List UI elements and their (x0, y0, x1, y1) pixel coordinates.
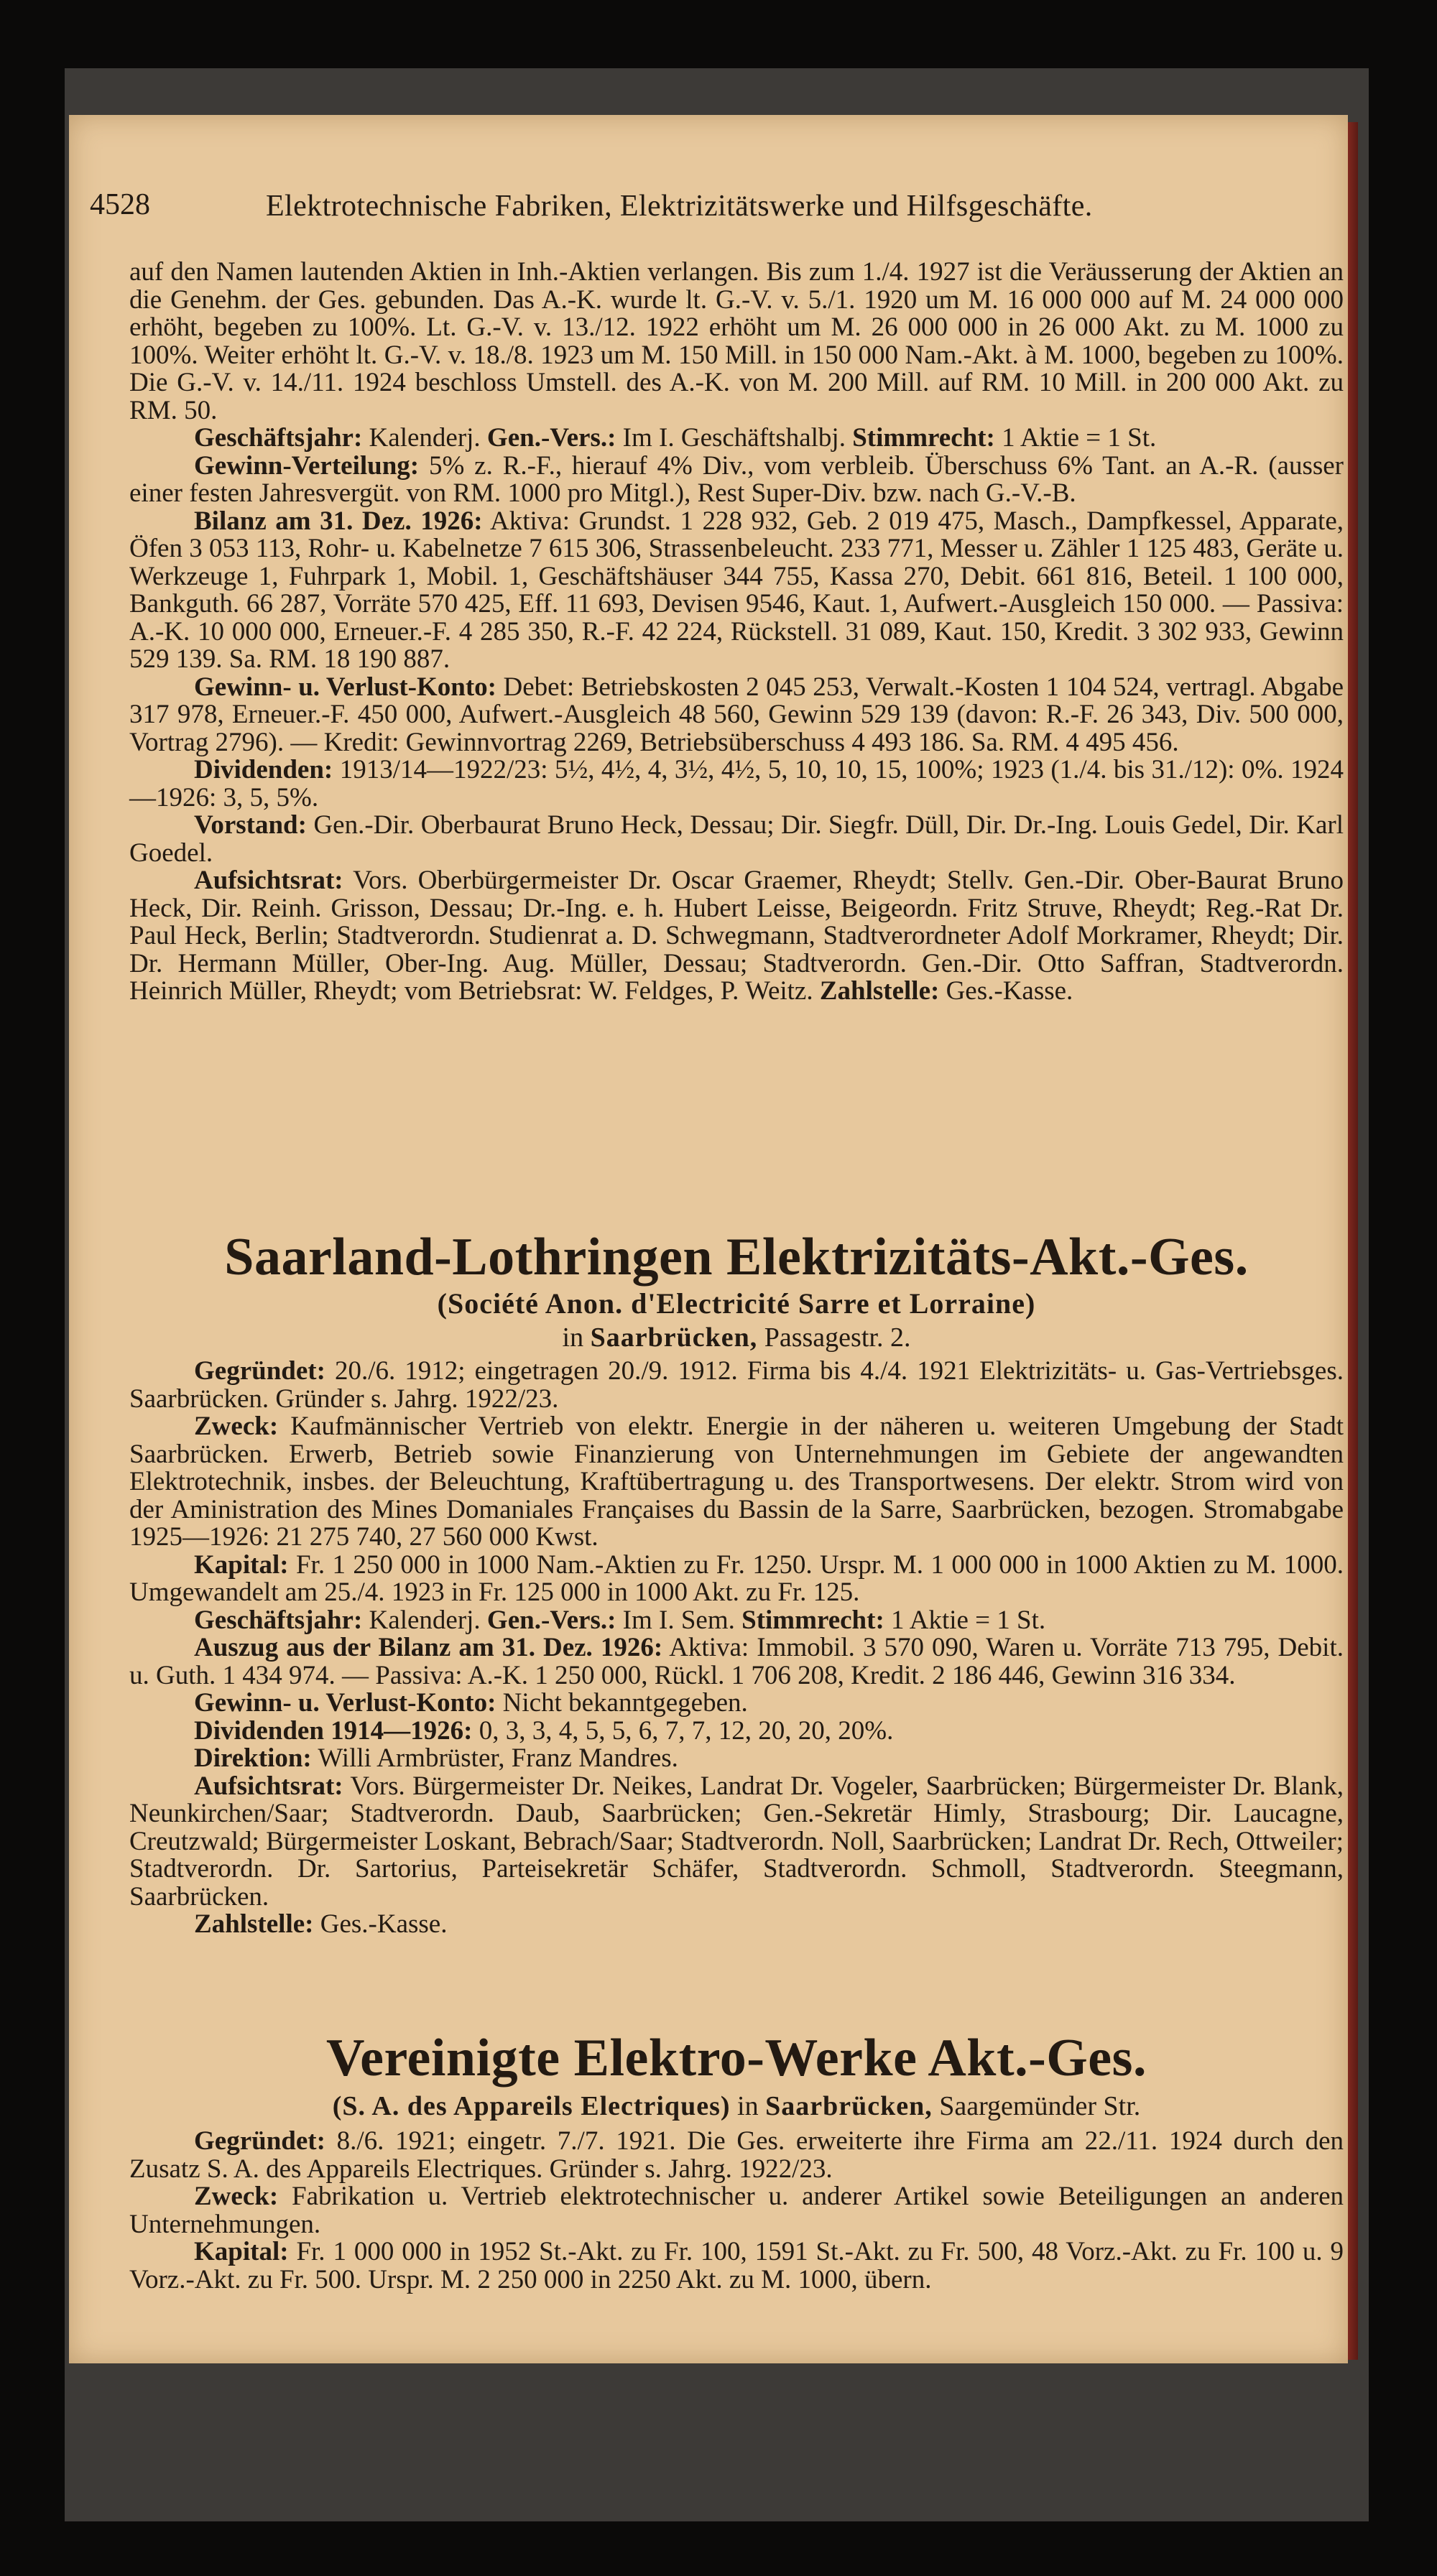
company-location: in Saarbrücken, Passagestr. 2. (562, 1322, 911, 1353)
label: Zweck: (194, 1412, 279, 1441)
label: Zweck: (194, 2182, 279, 2211)
aufsichtsrat-entry: Aufsichtsrat: Vors. Oberbürgermeister Dr. Oscar Graemer, Rheydt; Stellv. Gen.-Dir. Ober-Baurat Bruno Heck, Dir. Reinh. Grisson, Dessau; Dr.-Ing. e. h. Hubert Leisse, Beigeordn. Fritz Struve, Rheydt; Reg.-Rat Dr. Paul Heck, Berlin; Stadtverordn. Studienrat a. D. Schwegmann, Stadtverordneter Adolf Morkramer, Rheydt; Dir. Dr. Hermann Müller, Ober-Ing. Aug. Müller, Dessau; Stadtverordn. Gen.-Dir. Otto Saffran, Stadtverordn. Heinrich Müller, Rheydt; vom Betriebsrat: W. Feldges, P. Weitz. Zahlstelle: Ges.-Kasse. (129, 866, 1344, 1006)
label: Stimmrecht: (852, 423, 995, 453)
zahlstelle-entry: Zahlstelle: Ges.-Kasse. (194, 1909, 448, 1939)
label: Kapital: (194, 2237, 289, 2266)
zweck-entry: Zweck: Fabrikation u. Vertrieb elektrotechnischer u. anderer Artikel sowie Beteiligungen an anderen Unternehmungen. (129, 2182, 1344, 2239)
gegruendet-entry: Gegründet: 20./6. 1912; eingetragen 20./9. 1912. Firma bis 4./4. 1921 Elektrizitäts- u. Gas-Vertriebsges. Saarbrücken. Gründer s. Jahrg. 1922/23. (129, 1356, 1344, 1414)
section-continuation (129, 259, 1344, 1006)
label: Gen.-Vers.: (486, 1605, 616, 1635)
label: Zahlstelle: (819, 976, 940, 1006)
kapital-entry: Kapital: Fr. 1 250 000 in 1000 Nam.-Aktien zu Fr. 1250. Urspr. M. 1 000 000 in 1000 Aktien zu M. 1000. Umgewandelt am 25./4. 1923 in Fr. 125 000 in 1000 Akt. zu Fr. 125. (129, 1549, 1344, 1607)
label: Aufsichtsrat: (194, 1771, 343, 1801)
geschaeftsjahr-entry: Geschäftsjahr: Kalenderj. Gen.-Vers.: Im I. Sem. Stimmrecht: 1 Aktie = 1 St. (194, 1605, 1046, 1635)
page-number: 4528 (90, 188, 150, 221)
label: Bilanz am 31. Dez. 1926: (194, 506, 483, 536)
gegruendet-entry: Gegründet: 8./6. 1921; eingetr. 7./7. 1921. Die Ges. erweiterte ihre Firma am 22./11. 1924 durch den Zusatz S. A. des Appareils Electriques. Gründer s. Jahrg. 1922/23. (129, 2126, 1344, 2184)
label: Kapital: (194, 1549, 289, 1580)
direktion-entry: Direktion: Willi Armbrüster, Franz Mandres. (194, 1743, 678, 1773)
aufsichtsrat-entry: Aufsichtsrat: Vors. Bürgermeister Dr. Neikes, Landrat Dr. Vogeler, Saarbrücken; Bürgermeister Dr. Blank, Neunkirchen/Saar; Stadtverordn. Daub, Saarbrücken; Gen.-Sekretär Himly, Strasbourg; Dir. Laucagne, Creutzwald; Bürgermeister Loskant, Bebrach/Saar; Stadtverordn. Noll, Saarbrücken; Landrat Dr. Rech, Ottweiler; Stadtverordn. Dr. Sartorius, Parteisekretär Schäfer, Stadtverordn. Schmoll, Stadtverordn. Steegmann, Saarbrücken. (129, 1771, 1344, 1912)
running-header (90, 183, 1254, 226)
label: Dividenden 1914—1926: (194, 1715, 473, 1746)
company-title: Vereinigte Elektro-Werke Akt.-Ges. (326, 2029, 1147, 2088)
label: Aufsichtsrat: (194, 866, 343, 895)
label: Gewinn- u. Verlust-Konto: (194, 1688, 496, 1718)
running-title: Elektrotechnische Fabriken, Elektrizitätswerke und Hilfsgeschäfte. (266, 190, 1093, 223)
label: Zahlstelle: (194, 1909, 314, 1939)
geschaeftsjahr-entry: Geschäftsjahr: Kalenderj. Gen.-Vers.: Im I. Geschäftshalbj. Stimmrecht: 1 Aktie = 1 St. (194, 423, 1157, 453)
label: Auszug aus der Bilanz am 31. Dez. 1926: (194, 1633, 663, 1662)
label: Geschäftsjahr: (194, 423, 363, 453)
company-subtitle-location: (S. A. des Appareils Electriques) in Saarbrücken, Saargemünder Str. (332, 2091, 1141, 2121)
label: Dividenden: (194, 755, 333, 784)
gewinn-verlust-entry: Gewinn- u. Verlust-Konto: Nicht bekanntgegeben. (194, 1688, 748, 1718)
label: Gen.-Vers.: (486, 423, 616, 453)
intro-paragraph: auf den Namen lautenden Aktien in Inh.-Aktien verlangen. Bis zum 1./4. 1927 ist die Veräusserung der Aktien an die Genehm. der Ges. gebunden. Das A.-K. wurde lt. G.-V. v. 5./1. 1920 um M. 16 000 000 auf M. 24 000 000 erhöht, begeben zu 100%. Lt. G.-V. v. 13./12. 1922 erhöht um M. 26 000 000 in 26 000 Akt. zu M. 1000 zu 100%. Weiter erhöht lt. G.-V. v. 18./8. 1923 um M. 150 Mill. in 150 000 Nam.-Akt. à M. 1000, begeben zu 100%. Die G.-V. v. 14./11. 1924 beschloss Umstell. des A.-K. von M. 200 Mill. auf RM. 10 Mill. in 200 000 Akt. zu RM. 50. (129, 257, 1344, 425)
gewinn-verlust-entry: Gewinn- u. Verlust-Konto: Debet: Betriebskosten 2 045 253, Verwalt.-Kosten 1 104 524, vertragl. Abgabe 317 978, Erneuer.-F. 450 000, Aufwert.-Ausgleich 48 560, Gewinn 529 139 (davon: R.-F. 26 343, Div. 500 000, Vortrag 2796). — Kredit: Gewinnvortrag 2269, Betriebsüberschuss 4 493 186. Sa. RM. 4 495 456. (129, 672, 1344, 757)
bilanz-entry: Bilanz am 31. Dez. 1926: Aktiva: Grundst. 1 228 932, Geb. 2 019 475, Masch., Dampfkessel, Apparate, Öfen 3 053 113, Rohr- u. Kabelnetze 7 615 306, Strassenbeleucht. 233 771, Messer u. Zähler 1 125 483, Geräte u. Werkzeuge 1, Fuhrpark 1, Mobil. 1, Geschäftshäuser 344 755, Kassa 270, Debit. 661 816, Beteil. 1 100 000, Bankguth. 66 287, Vorräte 570 425, Eff. 11 693, Devisen 9546, Kaut. 1, Aufwert.-Ausgleich 150 000. — Passiva: A.-K. 10 000 000, Erneuer.-F. 4 285 350, R.-F. 42 224, Rückstell. 31 089, Kaut. 150, Kredit. 3 302 933, Gewinn 529 139. Sa. RM. 18 190 887. (129, 506, 1344, 674)
zweck-entry: Zweck: Kaufmännischer Vertrieb von elektr. Energie in der näheren u. weiteren Umgebung der Stadt Saarbrücken. Erwerb, Betrieb sowie Finanzierung von Unternehmungen im Gebiete der angewandten Elektrotechnik, insbes. der Beleuchtung, Kraftübertragung u. des Transportwesens. Der elektr. Strom wird von der Aministration des Mines Domaniales Françaises du Bassin de la Sarre, Saarbrücken, bezogen. Stromabgabe 1925—1926: 21 275 740, 27 560 000 Kwst. (129, 1412, 1344, 1552)
label: Gegründet: (194, 1356, 325, 1386)
label: Geschäftsjahr: (194, 1605, 363, 1635)
dividenden-entry: Dividenden: 1913/14—1922/23: 5½, 4½, 4, 3½, 4½, 5, 10, 10, 15, 100%; 1923 (1./4. bis 31./12): 0%. 1924—1926: 3, 5, 5%. (129, 755, 1344, 812)
kapital-entry: Kapital: Fr. 1 000 000 in 1952 St.-Akt. zu Fr. 100, 1591 St.-Akt. zu Fr. 500, 48 Vorz.-Akt. zu Fr. 100 u. 9 Vorz.-Akt. zu Fr. 500. Urspr. M. 2 250 000 in 2250 Akt. zu M. 1000, übern. (129, 2237, 1344, 2294)
company-subtitle: (Société Anon. d'Electricité Sarre et Lorraine) (437, 1287, 1036, 1320)
gewinn-verteilung-entry: Gewinn-Verteilung: 5% z. R.-F., hierauf 4% Div., vom verbleib. Überschuss 6% Tant. an A.-R. (ausser einer festen Jahresvergüt. von RM. 1000 pro Mitgl.), Rest Super-Div. bzw. nach G.-V.-B. (129, 450, 1344, 508)
label: Direktion: (194, 1743, 312, 1773)
label: Gewinn-Verteilung: (194, 450, 420, 481)
vorstand-entry: Vorstand: Gen.-Dir. Oberbaurat Bruno Heck, Dessau; Dir. Siegfr. Düll, Dir. Dr.-Ing. Louis Gedel, Dir. Karl Goedel. (129, 810, 1344, 868)
label: Stimmrecht: (741, 1605, 884, 1635)
company-entry-vereinigte (129, 2128, 1344, 2294)
label: Gewinn- u. Verlust-Konto: (194, 672, 496, 702)
company-title: Saarland-Lothringen Elektrizitäts-Akt.-Ges. (224, 1228, 1249, 1287)
label: Gegründet: (194, 2126, 325, 2156)
label: Vorstand: (194, 810, 307, 840)
dividenden-entry: Dividenden 1914—1926: 0, 3, 3, 4, 5, 5, 6, 7, 7, 12, 20, 20, 20%. (194, 1715, 894, 1746)
auszug-bilanz-entry: Auszug aus der Bilanz am 31. Dez. 1926: Aktiva: Immobil. 3 570 090, Waren u. Vorräte 713 795, Debit. u. Guth. 1 434 974. — Passiva: A.-K. 1 250 000, Rückl. 1 706 208, Kredit. 2 186 446, Gewinn 316 334. (129, 1633, 1344, 1690)
company-entry-saarland (129, 1358, 1344, 1939)
